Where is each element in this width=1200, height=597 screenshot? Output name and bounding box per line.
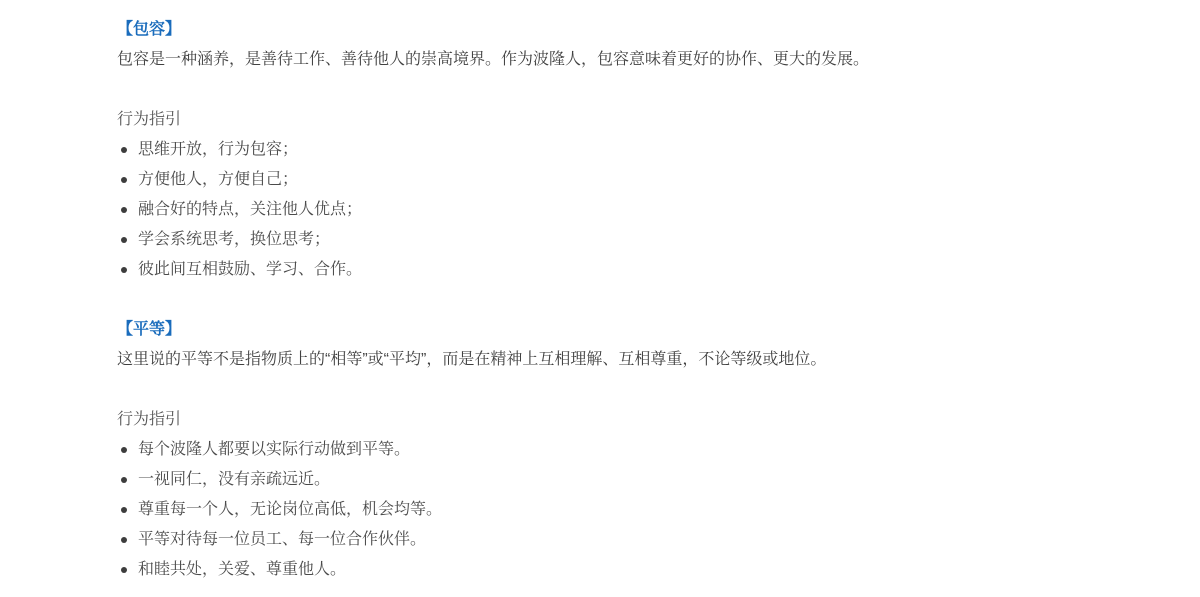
bullet-icon bbox=[121, 537, 127, 543]
list-item-text: 思维开放，行为包容； bbox=[138, 141, 299, 158]
list-item bbox=[117, 525, 1083, 555]
list-item-text: 一视同仁，没有亲疏远近。 bbox=[138, 471, 331, 488]
list-item-text: 和睦共处，关爱、尊重他人。 bbox=[138, 561, 347, 578]
bullet-icon bbox=[121, 237, 127, 243]
list-item-text: 学会系统思考，换位思考； bbox=[138, 231, 331, 248]
list-item bbox=[117, 465, 1083, 495]
section-heading: 【平等】 bbox=[117, 321, 182, 338]
bullet-icon bbox=[121, 567, 127, 573]
list-item bbox=[117, 165, 1083, 195]
bullet-icon bbox=[121, 507, 127, 513]
list-item bbox=[117, 255, 1083, 285]
section-heading: 【包容】 bbox=[117, 21, 182, 38]
bullet-icon bbox=[121, 177, 127, 183]
list-item bbox=[117, 195, 1083, 225]
list-item-text: 每个波隆人都要以实际行动做到平等。 bbox=[138, 441, 411, 458]
list-item bbox=[117, 135, 1083, 165]
bullet-icon bbox=[121, 447, 127, 453]
section-tolerance bbox=[117, 15, 1083, 285]
bullet-icon bbox=[121, 267, 127, 273]
guide-label: 行为指引 bbox=[117, 411, 182, 428]
list-item bbox=[117, 495, 1083, 525]
list-item bbox=[117, 555, 1083, 585]
section-equality bbox=[117, 315, 1083, 585]
list-item-text: 彼此间互相鼓励、学习、合作。 bbox=[138, 261, 363, 278]
bullet-icon bbox=[121, 207, 127, 213]
guide-label: 行为指引 bbox=[117, 111, 182, 128]
list-item-text: 尊重每一个人，无论岗位高低，机会均等。 bbox=[138, 501, 443, 518]
list-item-text: 融合好的特点，关注他人优点； bbox=[138, 201, 363, 218]
bullet-icon bbox=[121, 147, 127, 153]
list-item bbox=[117, 435, 1083, 465]
bullet-icon bbox=[121, 477, 127, 483]
list-item-text: 平等对待每一位员工、每一位合作伙伴。 bbox=[138, 531, 427, 548]
section-intro: 这里说的平等不是指物质上的“相等”或“平均”，而是在精神上互相理解、互相尊重，不论等级或地位。 bbox=[117, 351, 827, 368]
section-intro: 包容是一种涵养，是善待工作、善待他人的崇高境界。作为波隆人，包容意味着更好的协作、更大的发展。 bbox=[117, 51, 870, 68]
list-item bbox=[117, 225, 1083, 255]
list-item-text: 方便他人，方便自己； bbox=[138, 171, 299, 188]
